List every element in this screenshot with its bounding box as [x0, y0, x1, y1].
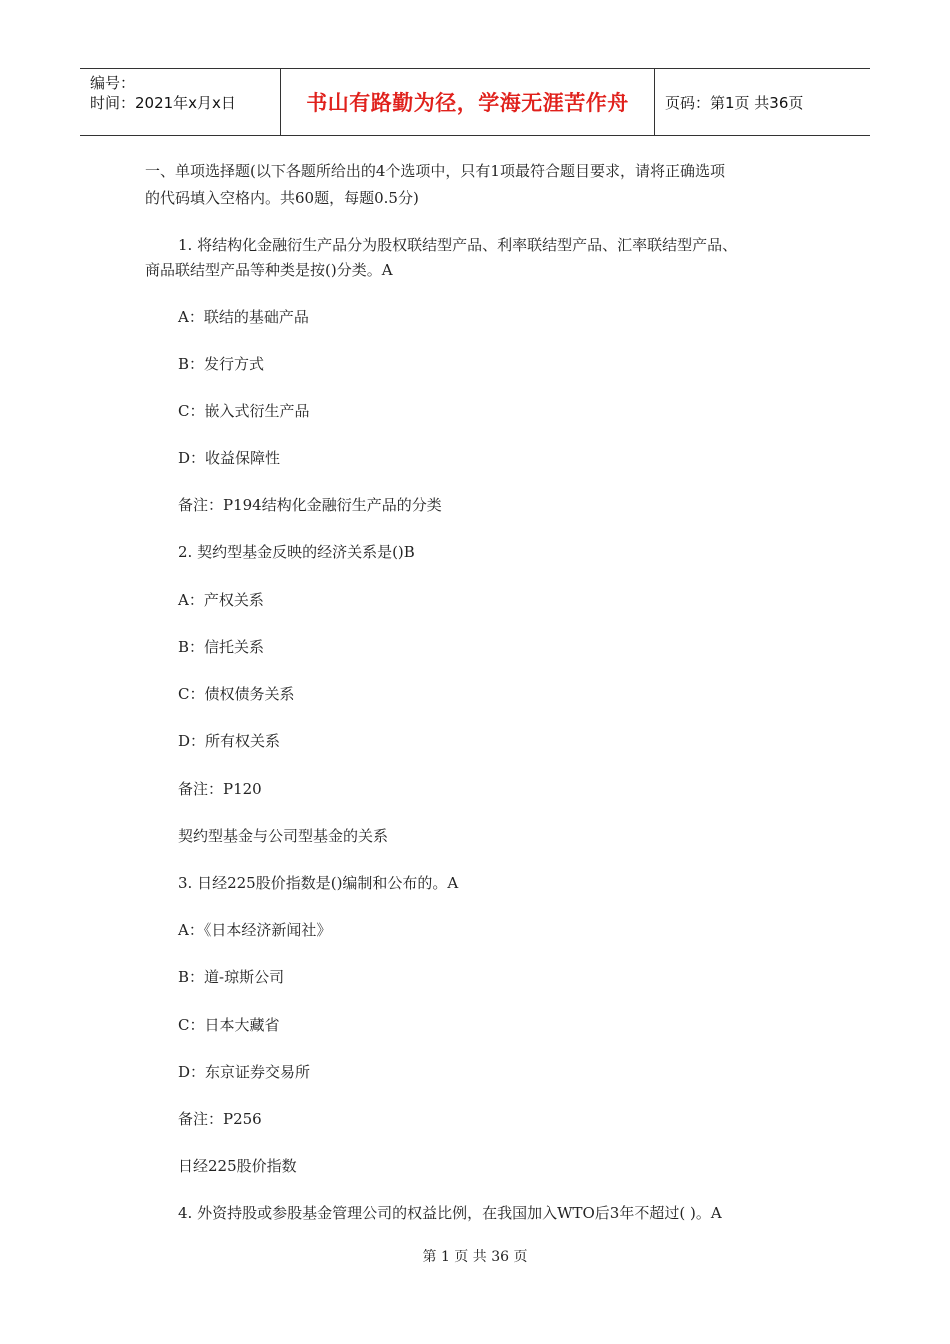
question-2-option-b: B：信托关系	[178, 638, 265, 656]
date-label: 时间：2021年x月x日	[90, 94, 236, 112]
question-3-option-a: A：《日本经济新闻社》	[178, 921, 332, 939]
question-2: 2. 契约型基金反映的经济关系是()B	[178, 543, 415, 561]
section-intro-line-2: 的代码填入空格内。共60题，每题0.5分)	[145, 189, 419, 207]
question-2-option-a: A：产权关系	[178, 591, 264, 609]
question-3-option-b: B：道-琼斯公司	[178, 968, 285, 986]
page-footer: 第 1 页 共 36 页	[422, 1249, 528, 1265]
question-1-option-a: A：联结的基础产品	[178, 308, 309, 326]
question-3-note: 备注：P256	[178, 1110, 262, 1128]
section-intro-line-1: 一、单项选择题(以下各题所给出的4个选项中，只有1项最符合题目要求，请将正确选项	[145, 162, 725, 180]
question-2-note: 备注：P120	[178, 780, 262, 798]
number-label: 编号：	[90, 74, 136, 92]
question-3: 3. 日经225股价指数是()编制和公布的。A	[178, 874, 459, 892]
question-1-note: 备注：P194结构化金融衍生产品的分类	[178, 496, 442, 514]
question-3-note-detail: 日经225股价指数	[178, 1157, 297, 1175]
question-3-option-d: D：东京证券交易所	[178, 1063, 311, 1081]
header-motto: 书山有路勤为径，学海无涯苦作舟	[281, 69, 655, 135]
header-meta	[80, 69, 281, 135]
question-1-line-1: 1. 将结构化金融衍生产品分为股权联结型产品、利率联结型产品、汇率联结型产品、	[178, 236, 738, 254]
question-2-option-d: D：所有权关系	[178, 732, 281, 750]
question-4: 4. 外资持股或参股基金管理公司的权益比例，在我国加入WTO后3年不超过( )。A	[178, 1204, 722, 1222]
document-header	[80, 68, 870, 136]
question-1-line-2: 商品联结型产品等种类是按()分类。A	[145, 261, 393, 279]
question-1-option-d: D：收益保障性	[178, 449, 281, 467]
question-2-option-c: C：债权债务关系	[178, 685, 295, 703]
header-page-info: 页码：第1页 共36页	[665, 93, 804, 112]
question-1-option-b: B：发行方式	[178, 355, 265, 373]
question-3-option-c: C：日本大藏省	[178, 1016, 280, 1034]
question-1-option-c: C：嵌入式衍生产品	[178, 402, 310, 420]
question-2-note-detail: 契约型基金与公司型基金的关系	[178, 827, 389, 845]
